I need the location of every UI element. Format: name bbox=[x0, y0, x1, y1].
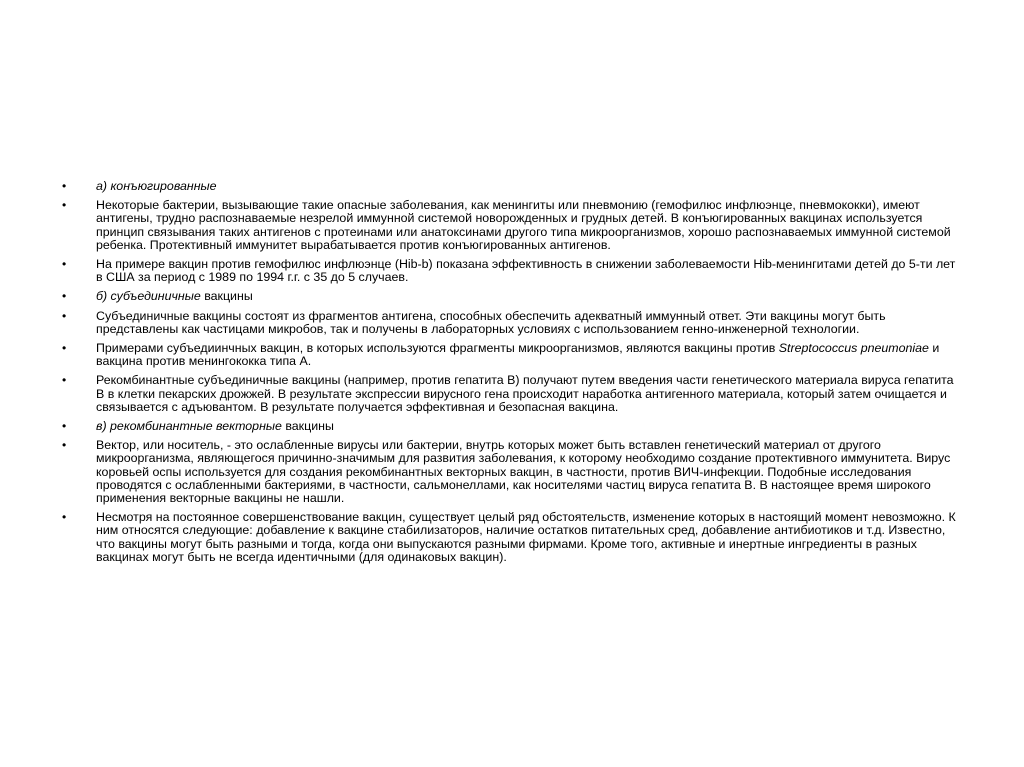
bullet-icon: • bbox=[62, 198, 67, 213]
list-item bbox=[62, 180, 962, 193]
item-text: Примерами субъедиинчных вакцин, в которых используются фрагменты микроорганизмов, являются вакцины против bbox=[96, 341, 779, 356]
item-text-after: и вакцина против менингококка типа А. bbox=[96, 341, 940, 369]
list-item bbox=[62, 290, 962, 303]
item-text: Вектор, или носитель, - это ослабленные вирусы или бактерии, внутрь которых может быть вставлен генетический материал от другого микроорганизма, являющегося причинно-значимым для развития заболевания, к которому необходимо создание протективного иммунитета. Вирус коровьей оспы используется для создания рекомбинантных векторных вакцин, в частности, против ВИЧ-инфекции. Подобные исследования проводятся с ослабленными бактериями, в частности, сальмонеллами, как носителями частиц вируса гепатита В. В настоящее время широкого применения векторные вакцины не нашли. bbox=[96, 438, 951, 506]
bullet-icon: • bbox=[62, 308, 67, 323]
item-text: Рекомбинантные субъединичные вакцины (например, против гепатита В) получают путем введения части генетического материала вируса гепатита В в клетки пекарских дрожжей. В результате экспрессии вирусного гена происходит наработка антигенного материала, который затем очищается и связывается с адъювантом. В результате получается эффективная и безопасная вакцина. bbox=[96, 373, 954, 414]
item-text: вакцины bbox=[200, 289, 253, 304]
item-text: Некоторые бактерии, вызывающие такие опасные заболевания, как менингиты или пневмонию (гемофилюс инфлюэнце, пневмококки), имеют антигены, трудно распознаваемые незрелой иммунной системой новорожденных и грудных детей. В конъюгированных вакцинах используется принцип связывания таких антигенов с протеинами или анатоксинами другого типа микроорганизмов, хорошо распознаваемых иммунной системой ребенка. Протективный иммунитет вырабатывается против конъюгированных антигенов. bbox=[96, 198, 951, 252]
section-heading: в) рекомбинантные векторные bbox=[96, 419, 282, 434]
bullet-icon: • bbox=[62, 257, 67, 272]
bullet-icon: • bbox=[62, 419, 67, 434]
list-item bbox=[62, 199, 962, 252]
bullet-icon: • bbox=[62, 373, 67, 388]
bullet-icon: • bbox=[62, 510, 67, 525]
list-item bbox=[62, 511, 962, 564]
bullet-icon: • bbox=[62, 289, 67, 304]
item-text: На примере вакцин против гемофилюс инфлюэнце (Hib-b) показана эффективность в снижении заболеваемости Hib-менингитами детей до 5-ти лет в США за период с 1989 по 1994 г.г. с 35 до 5 случаев. bbox=[96, 257, 956, 285]
list-item bbox=[62, 342, 962, 368]
item-text: Субъединичные вакцины состоят из фрагментов антигена, способных обеспечить адекватный иммунный ответ. Эти вакцины могут быть представлены как частицами микробов, так и получены в лабораторных условиях с использованием генно-инженерной технологии. bbox=[96, 308, 886, 336]
section-heading: а) конъюгированные bbox=[96, 179, 217, 193]
bullet-icon: • bbox=[62, 438, 67, 453]
list-item bbox=[62, 374, 962, 414]
section-heading: б) субъединичные bbox=[96, 289, 201, 304]
list-item bbox=[62, 310, 962, 336]
bullet-list bbox=[62, 180, 962, 570]
item-text: Несмотря на постоянное совершенствование вакцин, существует целый ряд обстоятельств, изменение которых в настоящий момент невозможно. К ним относятся следующие: добавление к вакцине стабилизаторов, наличие остатков питательных сред, добавление антибиотиков и т.д. Известно, что вакцины могут быть разными и тогда, когда они выпускаются разными фирмами. Кроме того, активные и инертные ингредиенты в разных вакцинах могут быть не всегда идентичными (для одинаковых вакцин). bbox=[96, 510, 956, 564]
bullet-icon: • bbox=[62, 179, 67, 193]
item-text: вакцины bbox=[281, 419, 334, 434]
list-item bbox=[62, 439, 962, 505]
bullet-icon: • bbox=[62, 341, 67, 356]
list-item bbox=[62, 258, 962, 284]
species-name: Streptococcus pneumoniae bbox=[778, 341, 929, 356]
list-item bbox=[62, 420, 962, 433]
